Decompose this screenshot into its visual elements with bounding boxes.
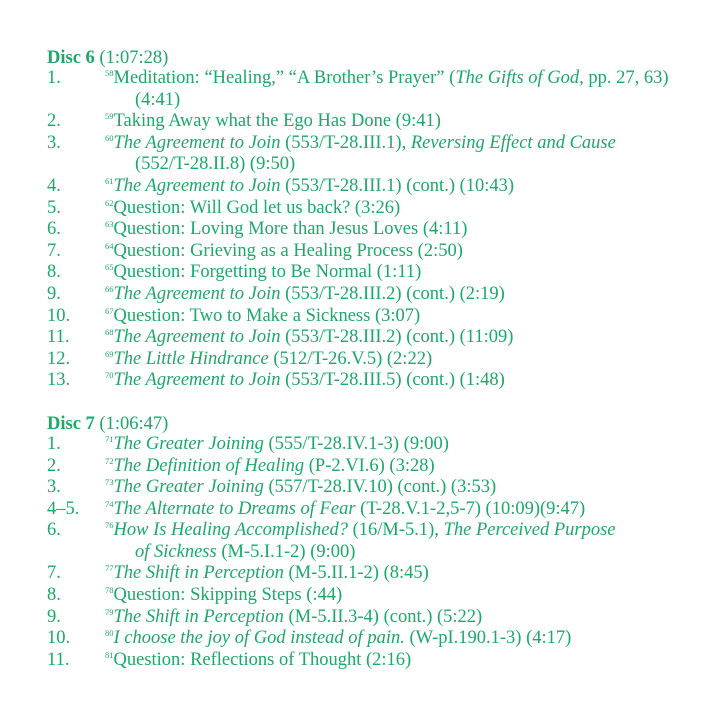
track-segment: (W-pI.190.1-3) (4:17)	[404, 628, 572, 649]
track-number: 13.	[47, 370, 71, 391]
track-segment: Question: Will God let us back? (3:26)	[113, 197, 401, 218]
track-number: 11.	[47, 327, 70, 348]
track-segment: (T-28.V.1-2,5-7) (10:09)(9:47)	[355, 498, 586, 519]
track-line	[105, 563, 707, 585]
track-number: 6.	[47, 219, 61, 240]
track-item	[47, 456, 707, 478]
disc-label: Disc 6	[47, 48, 95, 68]
track-text	[105, 176, 707, 198]
title-italic: The Shift in Perception	[113, 606, 284, 627]
track-line-continued	[105, 542, 707, 564]
track-item	[47, 111, 707, 133]
footnote-marker: 80	[105, 628, 114, 639]
track-item	[47, 370, 707, 392]
title-italic: The Little Hindrance	[113, 348, 269, 369]
track-line	[105, 349, 707, 371]
track-line	[105, 370, 707, 392]
track-segment: (P-2.VI.6) (3:28)	[304, 455, 435, 476]
track-number: 7.	[47, 563, 61, 584]
track-line	[105, 585, 707, 607]
track-number: 2.	[47, 111, 61, 132]
track-text	[105, 241, 707, 263]
track-listing	[47, 48, 707, 693]
footnote-marker: 61	[105, 175, 114, 186]
footnote-marker: 62	[105, 197, 114, 208]
track-item	[47, 68, 707, 111]
footnote-marker: 76	[105, 520, 114, 531]
track-item	[47, 198, 707, 220]
track-text	[105, 520, 707, 563]
track-number: 12.	[47, 348, 71, 369]
title-italic: The Alternate to Dreams of Fear	[113, 498, 356, 519]
track-line	[105, 434, 707, 456]
track-line	[105, 477, 707, 499]
track-item	[47, 306, 707, 328]
footnote-marker: 58	[105, 68, 114, 78]
title-italic: of Sickness	[135, 541, 217, 562]
footnote-marker: 64	[105, 240, 114, 251]
track-number: 10.	[47, 305, 71, 326]
track-segment: Question: Forgetting to Be Normal (1:11)	[113, 262, 422, 283]
track-number: 5.	[47, 197, 61, 218]
track-line	[105, 306, 707, 328]
track-text	[105, 111, 707, 133]
title-italic: The Greater Joining	[113, 477, 264, 498]
track-line	[105, 520, 707, 542]
track-line	[105, 456, 707, 478]
disc-header	[47, 48, 707, 68]
track-line	[105, 219, 707, 241]
track-text	[105, 499, 707, 521]
track-number: 1.	[47, 433, 61, 454]
track-item	[47, 133, 707, 176]
footnote-marker: 81	[105, 649, 114, 660]
track-segment: Question: Loving More than Jesus Loves (4:11)	[113, 219, 468, 240]
track-item	[47, 477, 707, 499]
track-segment: (553/T-28.III.1),	[280, 132, 411, 153]
track-item	[47, 434, 707, 456]
track-item	[47, 650, 707, 672]
track-segment: (555/T-28.IV.1-3) (9:00)	[263, 433, 449, 454]
footnote-marker: 59	[105, 111, 114, 122]
footnote-marker: 67	[105, 305, 114, 316]
track-line	[105, 176, 707, 198]
title-italic: The Agreement to Join	[113, 370, 281, 391]
track-line	[105, 262, 707, 284]
title-italic: The Agreement to Join	[113, 283, 281, 304]
title-italic: The Perceived Purpose	[443, 520, 616, 541]
footnote-marker: 73	[105, 477, 114, 488]
title-italic: The Agreement to Join	[113, 132, 281, 153]
track-item	[47, 176, 707, 198]
disc-duration: (1:07:28)	[99, 48, 169, 68]
track-number: 4.	[47, 175, 61, 196]
track-number: 3.	[47, 132, 61, 153]
track-segment: (4:41)	[135, 89, 181, 110]
footnote-marker: 79	[105, 606, 114, 617]
track-line	[105, 628, 707, 650]
track-segment: (552/T-28.II.8) (9:50)	[135, 154, 296, 175]
track-item	[47, 628, 707, 650]
track-segment: Question: Skipping Steps (:44)	[113, 585, 343, 606]
footnote-marker: 66	[105, 283, 114, 294]
track-text	[105, 133, 707, 176]
track-segment: pp. 27, 63)	[583, 68, 669, 88]
title-italic: The Agreement to Join	[113, 327, 281, 348]
track-segment: Question: Two to Make a Sickness (3:07)	[113, 305, 421, 326]
track-line	[105, 68, 707, 90]
footnote-marker: 65	[105, 262, 114, 273]
track-text	[105, 477, 707, 499]
track-item	[47, 219, 707, 241]
track-line	[105, 241, 707, 263]
footnote-marker: 70	[105, 370, 114, 381]
track-text	[105, 628, 707, 650]
track-number: 8.	[47, 262, 61, 283]
track-item	[47, 241, 707, 263]
track-segment: Question: Reflections of Thought (2:16)	[113, 649, 412, 670]
track-segment: Meditation: “Healing,” “A Brother’s Prayer” (	[113, 68, 456, 88]
track-segment: Taking Away what the Ego Has Done (9:41)	[113, 111, 441, 132]
track-line	[105, 111, 707, 133]
track-item	[47, 563, 707, 585]
track-number: 11.	[47, 649, 70, 670]
track-line	[105, 198, 707, 220]
disc-header	[47, 414, 707, 434]
track-number: 1.	[47, 68, 61, 88]
track-line-continued	[105, 154, 707, 176]
track-text	[105, 198, 707, 220]
track-text	[105, 563, 707, 585]
track-number: 6.	[47, 520, 61, 541]
track-number: 9.	[47, 283, 61, 304]
track-item	[47, 585, 707, 607]
track-segment: (557/T-28.IV.10) (cont.) (3:53)	[263, 477, 497, 498]
track-item	[47, 327, 707, 349]
track-text	[105, 219, 707, 241]
title-italic: I choose the joy of God instead of pain.	[113, 628, 405, 649]
track-segment: (553/T-28.III.1) (cont.) (10:43)	[280, 175, 515, 196]
track-text	[105, 585, 707, 607]
track-number: 2.	[47, 455, 61, 476]
title-italic: The Definition of Healing	[113, 455, 305, 476]
track-text	[105, 262, 707, 284]
track-line	[105, 607, 707, 629]
track-number: 4–5.	[47, 498, 80, 519]
footnote-marker: 60	[105, 132, 114, 143]
footnote-marker: 71	[105, 433, 114, 444]
track-text	[105, 68, 707, 111]
track-item	[47, 499, 707, 521]
track-text	[105, 650, 707, 672]
track-segment: (553/T-28.III.5) (cont.) (1:48)	[280, 370, 505, 391]
track-segment: (M-5.II.1-2) (8:45)	[283, 563, 429, 584]
track-text	[105, 456, 707, 478]
track-text	[105, 327, 707, 349]
title-italic: Reversing Effect and Cause	[410, 132, 616, 153]
track-line	[105, 499, 707, 521]
track-text	[105, 370, 707, 392]
footnote-marker: 72	[105, 455, 114, 466]
title-italic: The Shift in Perception	[113, 563, 284, 584]
track-item	[47, 520, 707, 563]
track-segment: Question: Grieving as a Healing Process (2:50)	[113, 240, 463, 261]
title-italic: How Is Healing Accomplished?	[113, 520, 348, 541]
disc-section	[47, 48, 707, 392]
track-text	[105, 349, 707, 371]
footnote-marker: 74	[105, 498, 114, 509]
track-item	[47, 262, 707, 284]
track-number: 10.	[47, 628, 71, 649]
track-text	[105, 434, 707, 456]
track-number: 7.	[47, 240, 61, 261]
track-text	[105, 607, 707, 629]
track-segment: (16/M-5.1),	[347, 520, 444, 541]
track-segment: (553/T-28.III.2) (cont.) (11:09)	[280, 327, 514, 348]
disc-label: Disc 7	[47, 413, 95, 434]
track-segment: (M-5.II.3-4) (cont.) (5:22)	[283, 606, 483, 627]
footnote-marker: 68	[105, 327, 114, 338]
track-item	[47, 284, 707, 306]
title-italic: The Agreement to Join	[113, 175, 281, 196]
footnote-marker: 69	[105, 348, 114, 359]
track-segment: (553/T-28.III.2) (cont.) (2:19)	[280, 283, 505, 304]
track-line	[105, 650, 707, 672]
title-italic: The Gifts of God,	[455, 68, 584, 88]
track-line	[105, 133, 707, 155]
disc-section	[47, 414, 707, 672]
footnote-marker: 78	[105, 585, 114, 596]
track-text	[105, 284, 707, 306]
disc-duration: (1:06:47)	[99, 413, 169, 434]
track-number: 9.	[47, 606, 61, 627]
track-line-continued	[105, 90, 707, 112]
footnote-marker: 63	[105, 219, 114, 230]
track-item	[47, 349, 707, 371]
title-italic: The Greater Joining	[113, 433, 264, 454]
track-text	[105, 306, 707, 328]
track-line	[105, 284, 707, 306]
footnote-marker: 77	[105, 563, 114, 574]
track-number: 8.	[47, 585, 61, 606]
track-number: 3.	[47, 477, 61, 498]
track-line	[105, 327, 707, 349]
track-item	[47, 607, 707, 629]
track-segment: (M-5.I.1-2) (9:00)	[216, 541, 356, 562]
track-segment: (512/T-26.V.5) (2:22)	[268, 348, 433, 369]
